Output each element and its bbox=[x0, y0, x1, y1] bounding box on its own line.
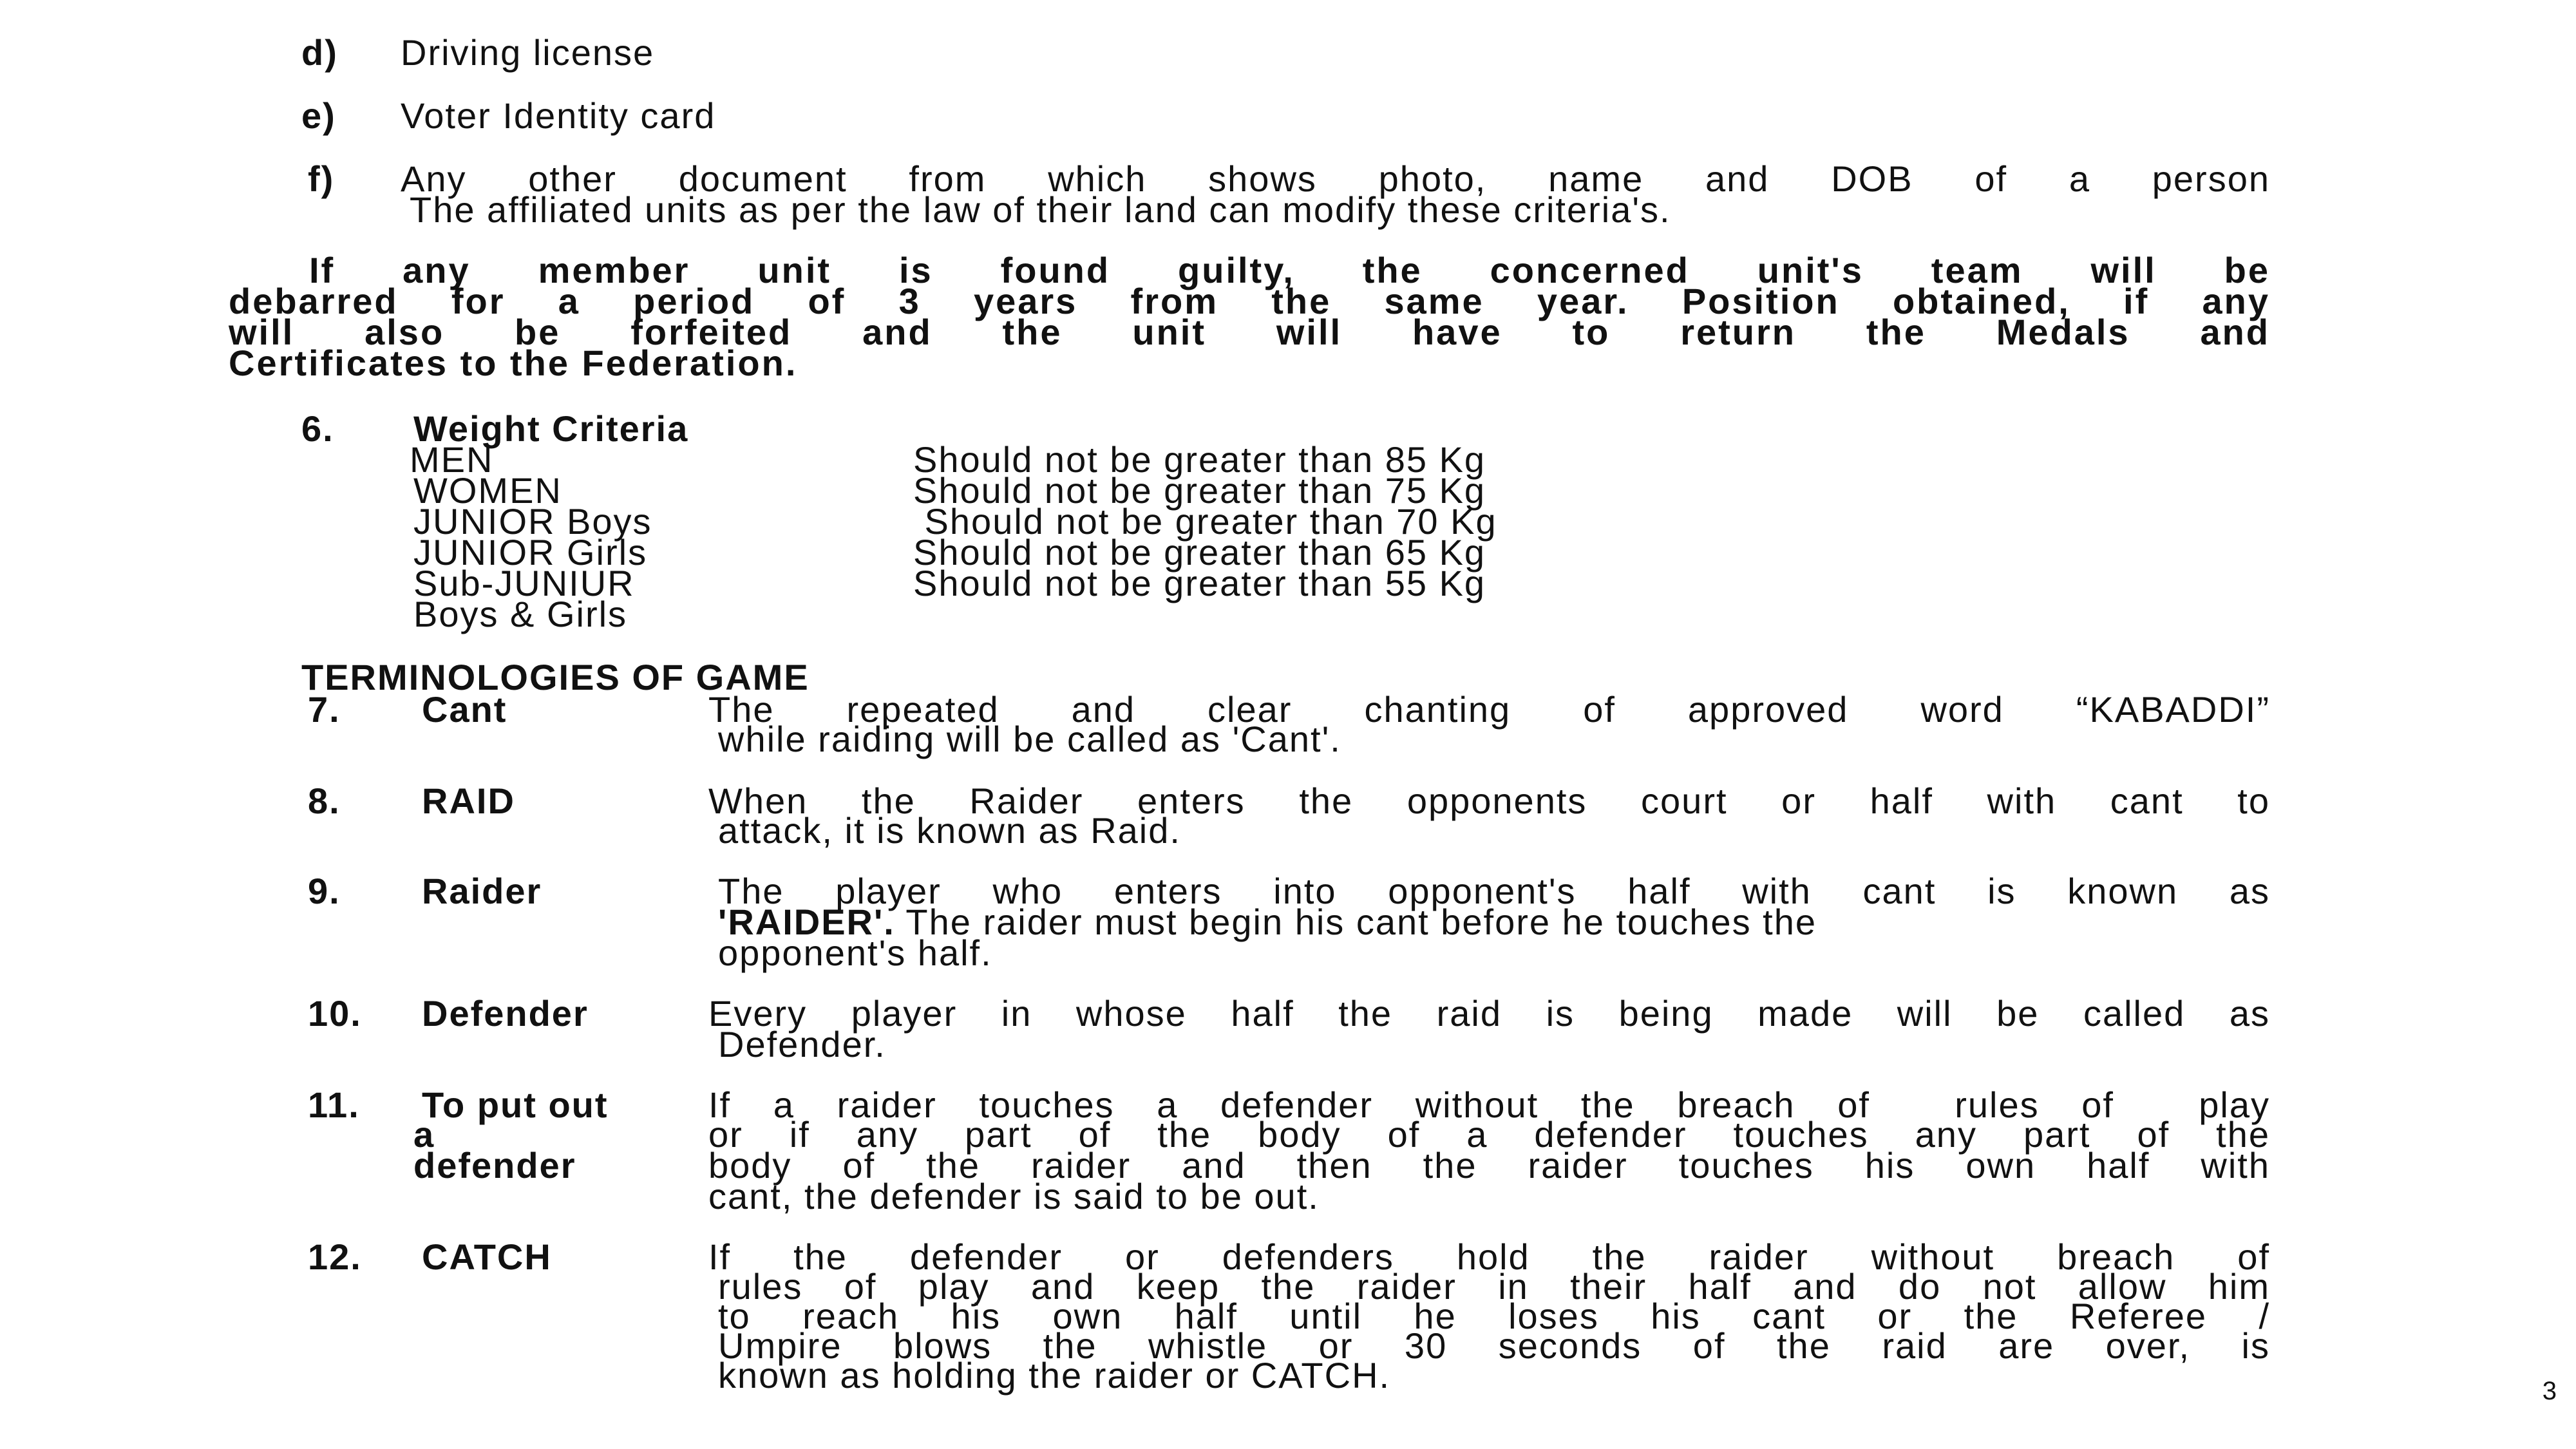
term-definition-line: When the Raider enters the opponents court or half with cant to bbox=[708, 781, 2270, 821]
term-definition-line: while raiding will be called as 'Cant'. bbox=[718, 719, 1341, 759]
term-catch: CATCH bbox=[422, 1236, 552, 1277]
term-put-out-line: a bbox=[413, 1114, 435, 1155]
weight-limit: Should not be greater than 65 Kg bbox=[913, 532, 1486, 573]
raider-definition-rest: The raider must begin his cant before he touches the bbox=[895, 902, 1817, 942]
terminologies-heading: TERMINOLOGIES OF GAME bbox=[301, 657, 810, 697]
weight-category: JUNIOR Boys bbox=[413, 501, 652, 542]
page-number: 3 bbox=[2542, 1377, 2557, 1405]
term-number: 11. bbox=[308, 1084, 360, 1125]
weight-limit: Should not be greater than 55 Kg bbox=[913, 563, 1486, 603]
term-cant: Cant bbox=[422, 689, 507, 730]
warning-line-3: will also be forfeited and the unit will have to return the Medals and bbox=[229, 312, 2270, 352]
list-item-driving-license: Driving license bbox=[401, 32, 655, 73]
term-definition-line: If the defender or defenders hold the raider without breach of bbox=[708, 1236, 2270, 1277]
list-item-f-continuation: The affiliated units as per the law of their land can modify these criteria's. bbox=[410, 189, 1671, 230]
term-definition-line: Umpire blows the whistle or 30 seconds of the raid are over, is bbox=[718, 1325, 2270, 1366]
weight-category: WOMEN bbox=[413, 470, 562, 511]
weight-section-number: 6. bbox=[301, 408, 334, 449]
warning-line-2: debarred for a period of 3 years from the same year. Position obtained, if any bbox=[229, 281, 2270, 321]
term-number: 7. bbox=[308, 689, 341, 730]
term-put-out-line: defender bbox=[413, 1145, 576, 1186]
term-definition-line: cant, the defender is said to be out. bbox=[708, 1176, 1320, 1217]
weight-limit: Should not be greater than 75 Kg bbox=[913, 470, 1486, 511]
list-marker-d: d) bbox=[301, 32, 338, 73]
term-definition-line: opponent's half. bbox=[718, 933, 992, 973]
list-marker-f: f) bbox=[308, 158, 335, 199]
weight-category: Boys & Girls bbox=[413, 594, 628, 634]
term-defender: Defender bbox=[422, 993, 589, 1034]
raider-quoted-term: 'RAIDER'. bbox=[718, 902, 895, 942]
term-definition-line: The player who enters into opponent's half with cant is known as bbox=[718, 871, 2270, 911]
weight-category: Sub-JUNIUR bbox=[413, 563, 635, 603]
term-definition-line: body of the raider and then the raider touches his own half with bbox=[708, 1145, 2270, 1186]
term-definition-line: or if any part of the body of a defender touches any part of the bbox=[708, 1114, 2270, 1155]
term-definition-line: The repeated and clear chanting of approved word “KABADDI” bbox=[708, 689, 2270, 730]
term-put-out-line: To put out bbox=[422, 1084, 609, 1125]
term-number: 12. bbox=[308, 1236, 362, 1277]
weight-limit: Should not be greater than 70 Kg bbox=[913, 501, 1497, 542]
term-definition-line: to reach his own half until he loses his cant or the Referee / bbox=[718, 1296, 2270, 1336]
weight-limit: Should not be greater than 85 Kg bbox=[913, 439, 1486, 480]
term-raider: Raider bbox=[422, 871, 542, 911]
warning-line-4: Certificates to the Federation. bbox=[229, 343, 798, 383]
term-raid: RAID bbox=[422, 781, 515, 821]
term-definition-line: attack, it is known as Raid. bbox=[718, 810, 1181, 851]
list-item-other-document: Any other document from which shows photo, name and DOB of a person bbox=[401, 158, 2270, 199]
term-definition-line: known as holding the raider or CATCH. bbox=[718, 1355, 1391, 1396]
list-marker-e: e) bbox=[301, 95, 336, 136]
term-number: 10. bbox=[308, 993, 362, 1034]
debarment-warning bbox=[229, 250, 2270, 383]
weight-section-heading: Weight Criteria bbox=[413, 408, 689, 449]
term-number: 8. bbox=[308, 781, 341, 821]
term-number: 9. bbox=[308, 871, 341, 911]
warning-line-1: If any member unit is found guilty, the concerned unit's team will be bbox=[309, 250, 2270, 290]
weight-category: MEN bbox=[410, 439, 494, 480]
weight-category: JUNIOR Girls bbox=[413, 532, 648, 573]
term-definition-line: If a raider touches a defender without the breach of rules of play bbox=[708, 1084, 2270, 1125]
term-definition-line: Every player in whose half the raid is being made will be called as bbox=[708, 993, 2270, 1034]
list-item-voter-id: Voter Identity card bbox=[401, 95, 716, 136]
term-definition-line: Defender. bbox=[718, 1024, 886, 1065]
term-definition-line: rules of play and keep the raider in their half and do not allow him bbox=[718, 1266, 2270, 1307]
